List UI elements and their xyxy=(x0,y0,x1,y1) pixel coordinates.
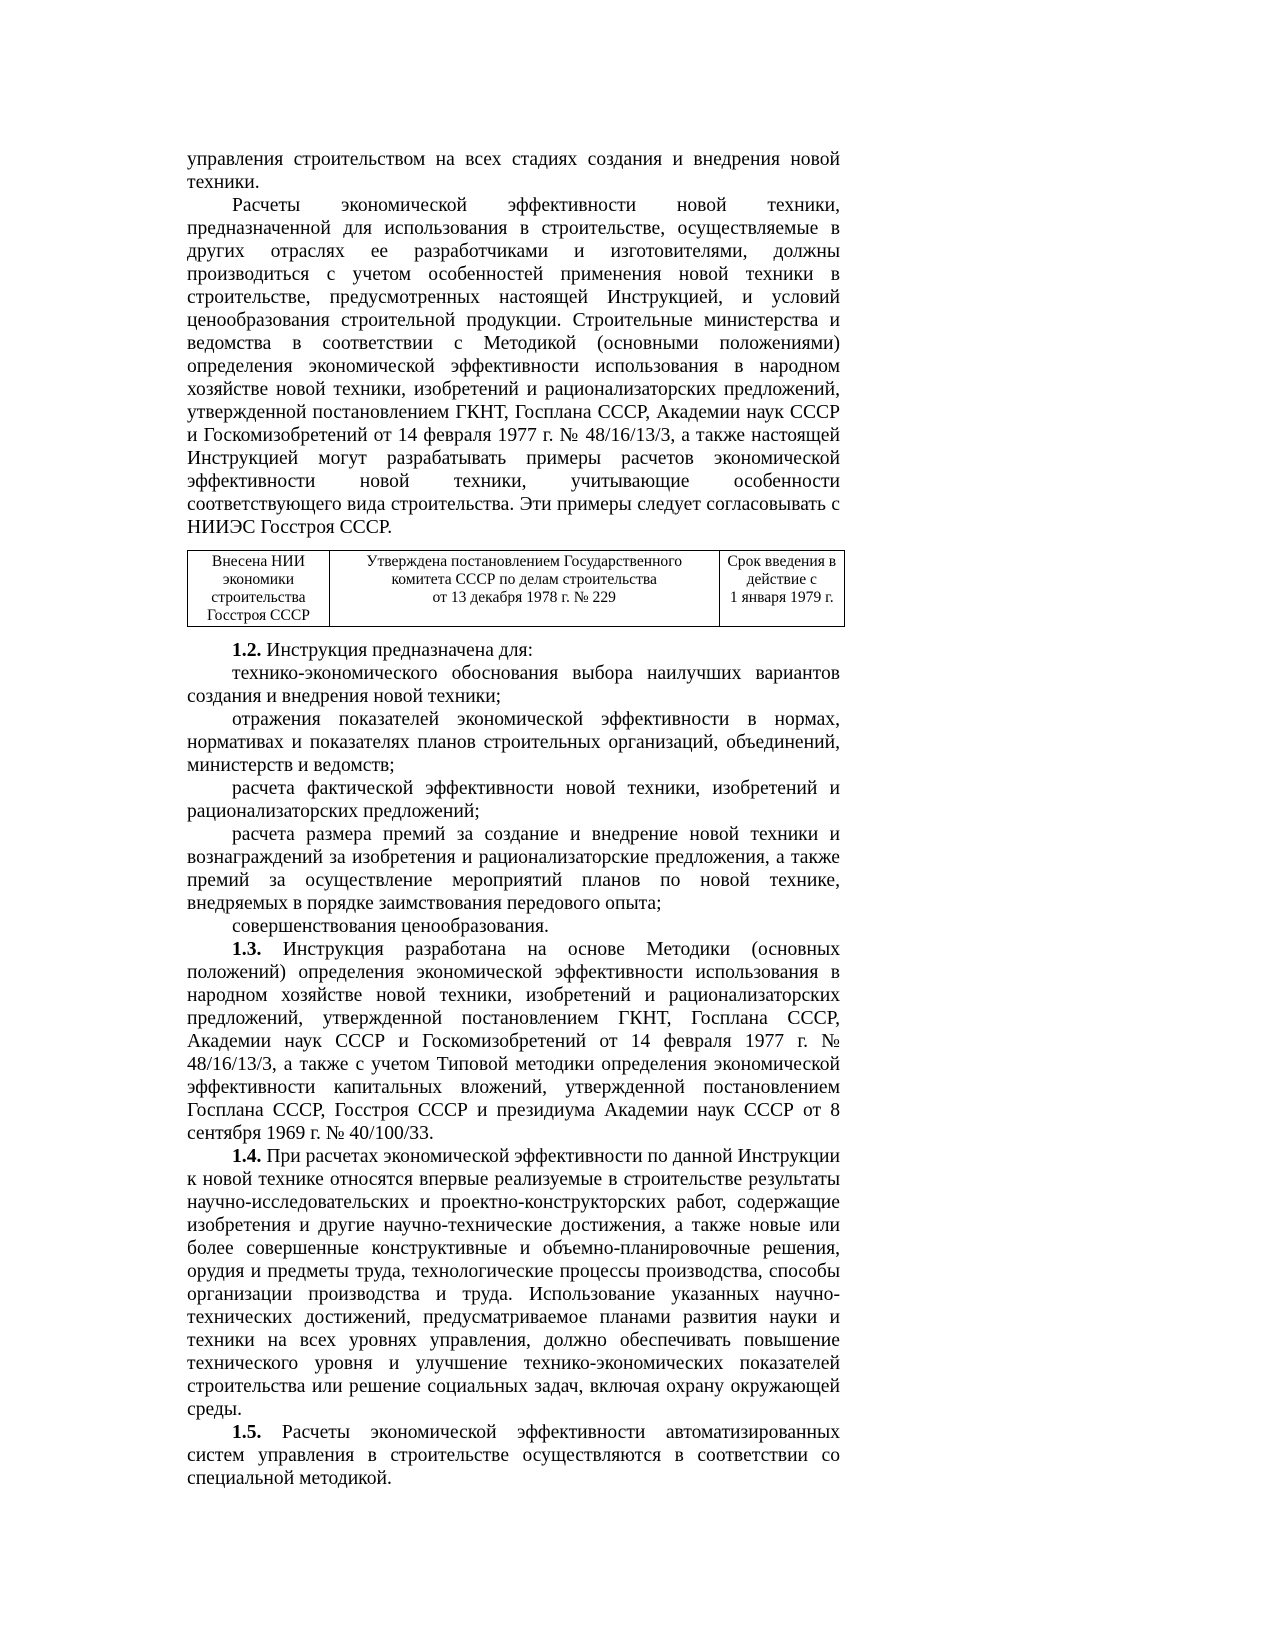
purpose-item: совершенствования ценообразования. xyxy=(232,916,549,937)
effective-date-cell: Срок введения в действие с 1 января 1979 г. xyxy=(719,551,844,627)
purpose-item: отражения показателей экономической эффективности в нормах, нормативах и показателях планов строительных организаций, объединений, министерств и ведомств; xyxy=(187,709,840,776)
section-number: 1.2. xyxy=(232,640,262,661)
approval-table xyxy=(187,550,845,627)
section-text: При расчетах экономической эффективности по данной Инструкции к новой технике относятся впервые реализуемые в строительстве результаты научно-исследовательских и проектно-конструкторских работ, содержащие изобретения и другие научно-технические достижения, а также новые или более совершенные конструктивные и объемно-планировочные решения, орудия и предметы труда, технологические процессы производства, способы организации производства и труда. Использование указанных научно-технических достижений, предусматриваемое планами развития науки и техники на всех уровнях управления, должно обеспечивать повышение технического уровня и улучшение технико-экономических показателей строительства или решение социальных задач, включая охрану окружающей среды. xyxy=(187,1146,841,1420)
section-number: 1.4. xyxy=(232,1146,262,1167)
purpose-item: расчета размера премий за создание и внедрение новой техники и вознаграждений за изобретения и рационализаторские предложения, а также премий за осуществление мероприятий планов по новой технике, внедряемых в порядке заимствования передового опыта; xyxy=(187,824,840,914)
section-1-2-heading xyxy=(187,639,840,662)
purpose-item: расчета фактической эффективности новой техники, изобретений и рационализаторских предложений; xyxy=(187,778,840,822)
section-1-4-paragraph xyxy=(187,1145,840,1421)
section-number: 1.3. xyxy=(232,939,262,960)
section-heading-text: Инструкция предназначена для: xyxy=(266,640,534,661)
intro-continuation: управления строительством на всех стадиях создания и внедрения новой техники. xyxy=(187,149,840,193)
intro-paragraph: Расчеты экономической эффективности новой техники, предназначенной для использования в строительстве, осуществляемые в других отраслях ее разработчиками и изготовителями, должны производиться с учетом особенностей применения новой техники в строительстве, предусмотренных настоящей Инструкцией, и условий ценообразования строительной продукции. Строительные министерства и ведомства в соответствии с Методикой (основными положениями) определения экономической эффективности использования в народном хозяйстве новой техники, изобретений и рационализаторских предложений, утвержденной постановлением ГКНТ, Госплана СССР, Академии наук СССР и Госкомизобретений от 14 февраля 1977 г. № 48/16/13/3, а также настоящей Инструкцией могут разрабатывать примеры расчетов экономической эффективности новой техники, учитывающие особенности соответствующего вида строительства. Эти примеры следует согласовывать с НИИЭС Госстроя СССР. xyxy=(187,195,840,538)
section-1-5-paragraph xyxy=(187,1421,840,1490)
introduced-by-cell: Внесена НИИ экономики строительства Госстроя СССР xyxy=(188,551,330,627)
document-page xyxy=(187,148,840,1490)
section-text: Инструкция разработана на основе Методики (основных положений) определения экономической эффективности использования в народном хозяйстве новой техники, изобретений и рационализаторских предложений, утвержденной постановлением ГКНТ, Госплана СССР, Академии наук СССР и Госкомизобретений от 14 февраля 1977 г. № 48/16/13/3, а также с учетом Типовой методики определения экономической эффективности капитальных вложений, утвержденной постановлением Госплана СССР, Госстроя СССР и президиума Академии наук СССР от 8 сентября 1969 г. № 40/100/33. xyxy=(187,939,840,1144)
section-number: 1.5. xyxy=(232,1422,262,1443)
approved-by-cell: Утверждена постановлением Государственного комитета СССР по делам строительства от 13 декабря 1978 г. № 229 xyxy=(329,551,719,627)
section-1-3-paragraph xyxy=(187,938,840,1145)
section-text: Расчеты экономической эффективности автоматизированных систем управления в строительстве осуществляются в соответствии со специальной методикой. xyxy=(187,1422,840,1489)
purpose-item: технико-экономического обоснования выбора наилучших вариантов создания и внедрения новой техники; xyxy=(187,663,840,707)
